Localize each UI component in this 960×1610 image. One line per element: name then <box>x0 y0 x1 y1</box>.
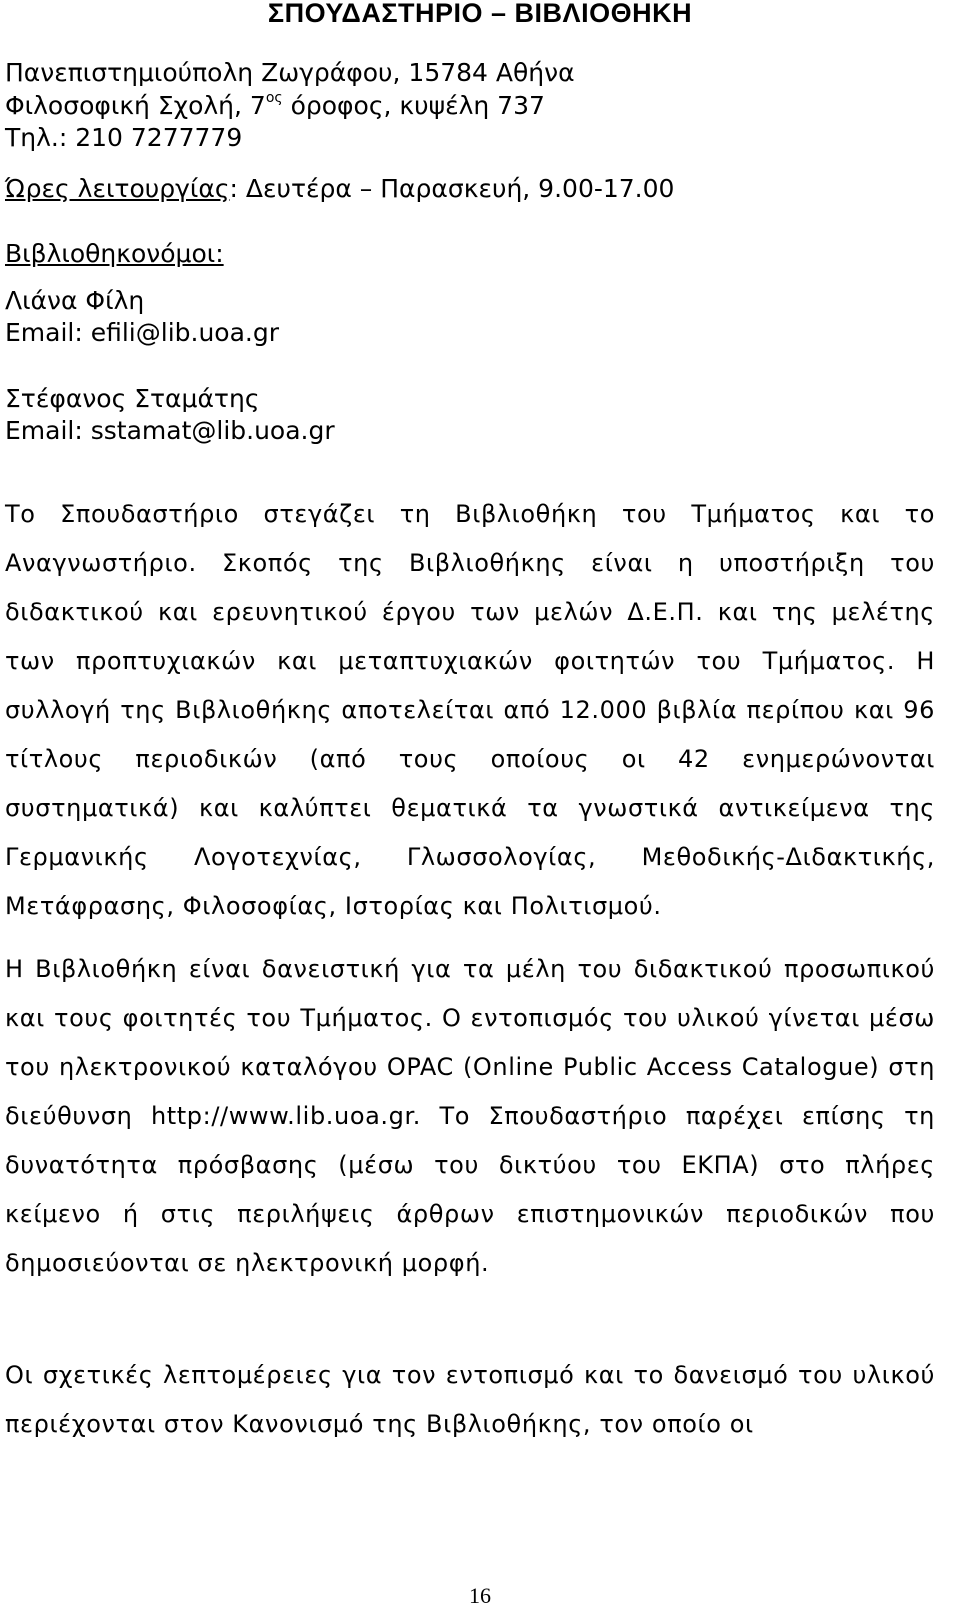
paragraph-regulation: Οι σχετικές λεπτομέρειες για τον εντοπισμό και το δανεισμό του υλικού περιέχονται στον Κανονισμό της Βιβλιοθήκης, τον οποίο οι <box>5 1361 935 1438</box>
phone-line: Τηλ.: 210 7277779 <box>5 123 243 152</box>
librarians-label: Βιβλιοθηκονόμοι: <box>5 239 224 268</box>
floor-prefix: Φιλοσοφική Σχολή, 7 <box>5 91 266 120</box>
floor-superscript: ος <box>265 90 283 106</box>
hours-label: Ώρες λειτουργίας <box>5 174 230 203</box>
hours-value: : Δευτέρα – Παρασκευή, 9.00-17.00 <box>229 174 675 203</box>
floor-line <box>5 91 545 120</box>
paragraph-collection: Το Σπουδαστήριο στεγάζει τη Βιβλιοθήκη του Τμήματος και το Αναγνωστήριο. Σκοπός της Βιβλιοθήκης είναι η υποστήριξη του διδακτικού και ερευνητικού έργου των μελών Δ.Ε.Π. και της μελέτης των προπτυχιακών και μεταπτυχιακών φοιτητών του Τμήματος. Η συλλογή της Βιβλιοθήκης αποτελείται από 12.000 βιβλία περίπου και 96 τίτλους περιοδικών (από τους οποίους οι 42 ενημερώνονται συστηματικά) και καλύπτει θεματικά τα γνωστικά αντικείμενα της Γερμανικής Λογοτεχνίας, Γλωσσολογίας, Μεθοδικής-Διδακτικής, Μετάφρασης, Φιλοσοφίας, Ιστορίας και Πολιτισμού. <box>5 500 935 920</box>
page-number: 16 <box>469 1583 491 1608</box>
librarian-email: Email: efili@lib.uoa.gr <box>5 318 280 347</box>
hours-line <box>5 174 674 203</box>
paragraph-lending: Η Βιβλιοθήκη είναι δανειστική για τα μέλη του διδακτικού προσωπικού και τους φοιτητές του Τμήματος. Ο εντοπισμός του υλικού γίνεται μέσω του ηλεκτρονικού καταλόγου OPAC (Online Public Access Catalogue) στη διεύθυνση http://www.lib.uoa.gr. Το Σπουδαστήριο παρέχει επίσης τη δυνατότητα πρόσβασης (μέσω του δικτύου του ΕΚΠΑ) στο πλήρες κείμενο ή στις περιλήψεις άρθρων επιστημονικών περιοδικών που δημοσιεύονται σε ηλεκτρονική μορφή. <box>5 955 935 1277</box>
librarian-name: Λιάνα Φίλη <box>5 286 145 315</box>
librarian-email: Email: sstamat@lib.uoa.gr <box>5 416 335 445</box>
floor-suffix: όροφος, κυψέλη 737 <box>282 91 545 120</box>
librarian-name: Στέφανος Σταμάτης <box>5 384 260 413</box>
address-line: Πανεπιστημιούπολη Ζωγράφου, 15784 Αθήνα <box>5 58 575 87</box>
page-title: ΣΠΟΥΔΑΣΤΗΡΙΟ – ΒΙΒΛΙΟΘΗΚΗ <box>267 0 693 28</box>
